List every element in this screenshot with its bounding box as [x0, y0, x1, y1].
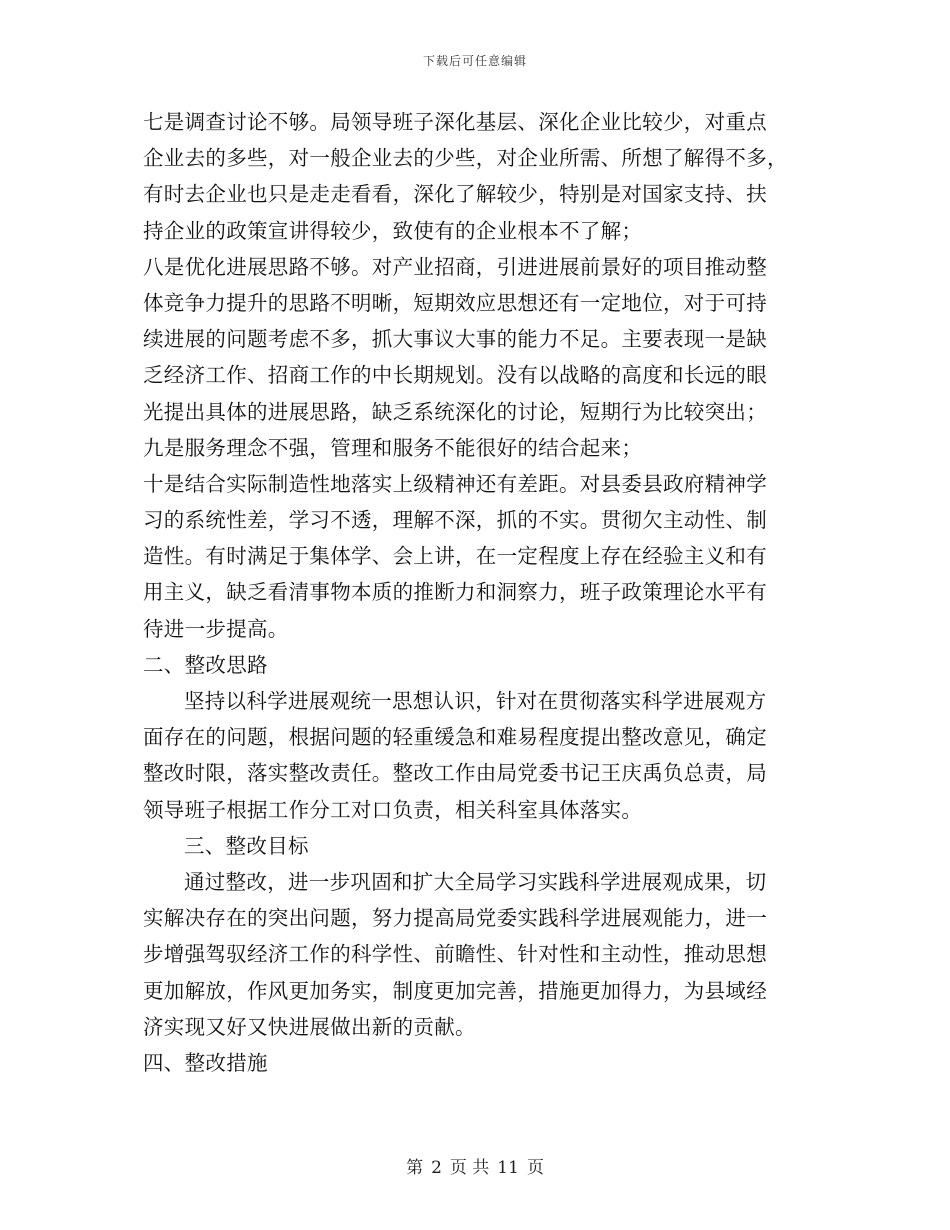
text-line: 整改时限，落实整改责任。整改工作由局党委书记王庆禹负总责，局: [143, 761, 767, 786]
section-heading: 三、整改目标: [184, 833, 309, 858]
text-line: 习的系统性差，学习不透，理解不深，抓的不实。贯彻欠主动性、制: [143, 508, 767, 533]
text-line: 续进展的问题考虑不多，抓大事议大事的能力不足。主要表现一是缺: [143, 327, 767, 352]
text-line: 有时去企业也只是走走看看，深化了解较少，特别是对国家支持、扶: [143, 182, 767, 207]
total-pages-number: 11: [497, 1158, 519, 1178]
text-line: 用主义，缺乏看清事物本质的推断力和洞察力，班子政策理论水平有: [143, 580, 767, 605]
text-line: 待进一步提高。: [143, 616, 289, 641]
text-line: 企业去的多些，对一般企业去的少些，对企业所需、所想了解得不多，: [143, 146, 788, 171]
text-line: 通过整改，进一步巩固和扩大全局学习实践科学进展观成果，切: [184, 869, 767, 894]
text-line: 体竞争力提升的思路不明晰，短期效应思想还有一定地位，对于可持: [143, 290, 767, 315]
text-line: 实解决存在的突出问题，努力提高局党委实践科学进展观能力，进一: [143, 906, 767, 931]
text-line: 济实现又好又快进展做出新的贡献。: [143, 1014, 476, 1039]
current-page-number: 2: [431, 1158, 442, 1178]
text-line: 持企业的政策宣讲得较少，致使有的企业根本不了解；: [143, 218, 643, 243]
text-line: 造性。有时满足于集体学、会上讲，在一定程度上存在经验主义和有: [143, 544, 767, 569]
text-line: 更加解放，作风更加务实，制度更加完善，措施更加得力，为县域经: [143, 978, 767, 1003]
section-heading: 二、整改思路: [143, 652, 268, 677]
text-line: 九是服务理念不强，管理和服务不能很好的结合起来；: [143, 435, 643, 460]
footer-suffix: 页: [526, 1158, 544, 1178]
document-body: [143, 104, 808, 1081]
text-line: 光提出具体的进展思路，缺乏系统深化的讨论，短期行为比较突出；: [143, 399, 767, 424]
text-line: 面存在的问题，根据问题的轻重缓急和难易程度提出整改意见，确定: [143, 725, 767, 750]
footer-middle: 页 共: [449, 1158, 490, 1178]
text-line: 坚持以科学进展观统一思想认识，针对在贯彻落实科学进展观方: [184, 689, 767, 713]
footer-prefix: 第: [406, 1158, 424, 1178]
text-line: 八是优化进展思路不够。对产业招商，引进进展前景好的项目推动整: [143, 254, 767, 279]
section-heading: 四、整改措施: [143, 1050, 268, 1075]
page-header: 下载后可任意编辑: [422, 54, 527, 68]
text-line: 步增强驾驭经济工作的科学性、前瞻性、针对性和主动性，推动思想: [143, 942, 767, 967]
text-line: 领导班子根据工作分工对口负责，相关科室具体落实。: [143, 797, 643, 822]
text-line: 乏经济工作、招商工作的中长期规划。没有以战略的高度和长远的眼: [143, 363, 767, 388]
page-footer: [0, 1153, 950, 1178]
text-line: 七是调查讨论不够。局领导班子深化基层、深化企业比较少，对重点: [143, 110, 767, 134]
text-line: 十是结合实际制造性地落实上级精神还有差距。对县委县政府精神学: [143, 471, 767, 496]
